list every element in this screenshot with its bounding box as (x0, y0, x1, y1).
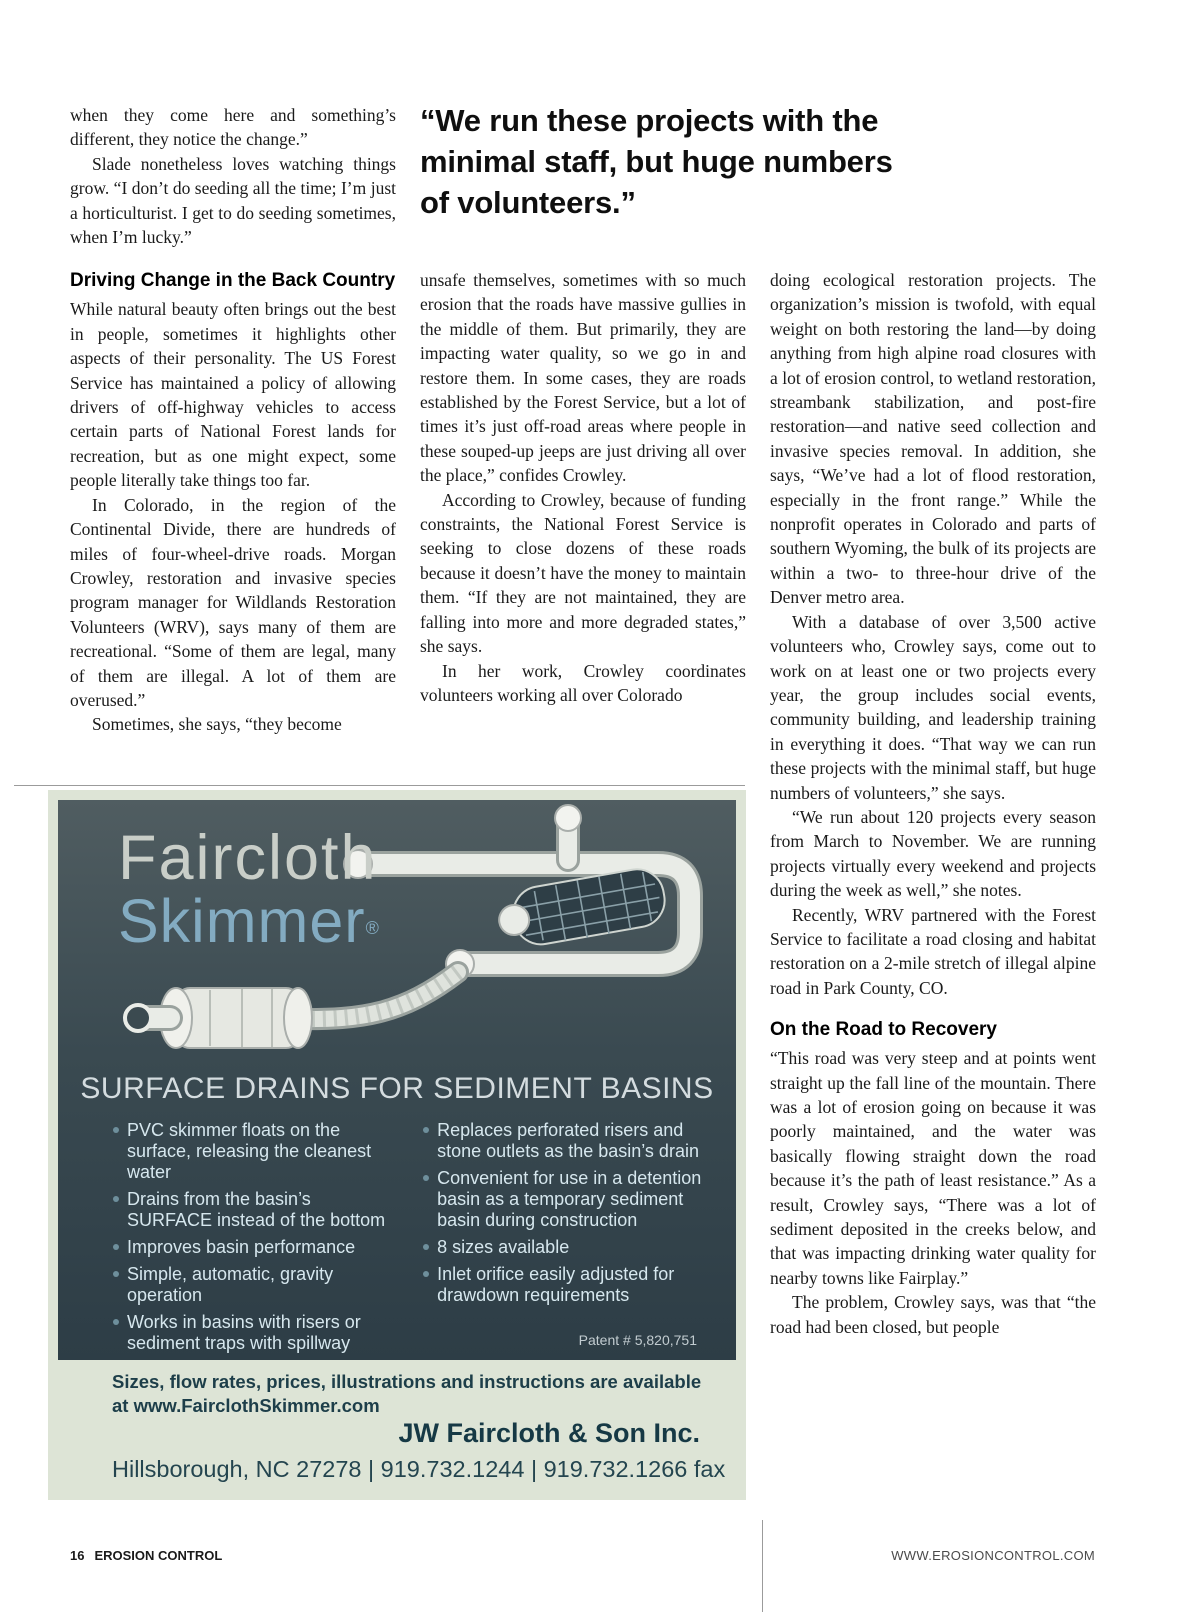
column-2 (420, 268, 746, 707)
ad-bullet: Drains from the basin’s SURFACE instead of the bottom (112, 1189, 390, 1231)
section-heading-driving-change: Driving Change in the Back Country (70, 270, 396, 292)
horizontal-rule (14, 785, 745, 786)
paragraph: Slade nonetheless loves watching things grow. “I don’t do seeding all the time; I’m just a horticulturist. I get to do seeding sometimes, when I’m lucky.” (70, 153, 396, 248)
page-number: 16 (70, 1548, 85, 1563)
section-heading-road-to-recovery: On the Road to Recovery (770, 1019, 997, 1041)
ad-availability-text: Sizes, flow rates, prices, illustrations and instructions are available at www.FairclothSkimmer.com (112, 1371, 702, 1416)
ad-bullet: Improves basin performance (112, 1237, 390, 1258)
registered-mark: ® (365, 918, 380, 938)
paragraph: The problem, Crowley says, was that “the road had been closed, but people (770, 1292, 1096, 1337)
ad-footer-band (58, 1360, 736, 1500)
paragraph: unsafe themselves, sometimes with so much erosion that the roads have massive gullies in the middle of them. But primarily, they are impacting water quality, so we go in and restore them. In some cases, they are roads established by the Forest Service, but a lot of times it’s just off-road areas where people in these souped-up jeeps are just driving all over the place,” confides Crowley. (420, 270, 746, 486)
ad-brand-faircloth: Faircloth (118, 823, 378, 893)
ad-bullet: 8 sizes available (422, 1237, 710, 1258)
paragraph: Sometimes, she says, “they become (92, 714, 342, 735)
paragraph: Recently, WRV partnered with the Forest Service to facilitate a road closing and habitat restoration on a 2-mile stretch of illegal alpine road in Park County, CO. (770, 904, 1096, 998)
ad-bullet: PVC skimmer floats on the surface, releasing the cleanest water (112, 1120, 390, 1183)
paragraph: when they come here and something’s different, they notice the change.” (70, 105, 396, 150)
ad-bullet: Inlet orifice easily adjusted for drawdown requirements (422, 1264, 710, 1306)
paragraph: “This road was very steep and at points went straight up the fall line of the mountain. There was a lot of erosion going on because it was poorly maintained, and the water was basically flowing straight down the road because it’s the path of least resistance.” As a result, Crowley says, “There was a lot of sediment deposited in the creeks below, and that was impacting drinking water quality for nearby towns like Fairplay.” (770, 1048, 1096, 1288)
vertical-rule (762, 1520, 763, 1612)
ad-bullets-right (422, 1120, 710, 1360)
paragraph: “We run about 120 projects every season from March to November. We are running projects virtually every weekend and projects during the week as well,” she notes. (770, 806, 1096, 901)
ad-bullet: Works in basins with risers or sediment traps with spillway (112, 1312, 390, 1354)
ad-bullets-left (112, 1120, 390, 1360)
ad-bullet: Simple, automatic, gravity operation (112, 1264, 390, 1306)
pull-quote: “We run these projects with the minimal staff, but huge numbers of volunteers.” (420, 103, 893, 220)
paragraph: According to Crowley, because of funding constraints, the National Forest Service is seeking to close dozens of these roads because it doesn’t have the money to maintain them. “If they are not maintained, they are falling into more and more degraded states,” she says. (420, 489, 746, 657)
ad-patent-number: Patent # 5,820,751 (578, 1332, 697, 1348)
ad-bullet: Convenient for use in a detention basin as a temporary sediment basin during construction (422, 1168, 710, 1231)
ad-brand (118, 823, 380, 959)
ad-address-phone: Hillsborough, NC 27278 | 919.732.1244 | 919.732.1266 fax (112, 1456, 726, 1482)
paragraph: While natural beauty often brings out the best in people, sometimes it highlights other aspects of their personality. The US Forest Service has maintained a policy of allowing drivers of off-highway vehicles to access certain parts of National Forest lands for recreation, but as one might expect, some people literally take things too far. (70, 299, 396, 491)
ad-brand-skimmer: Skimmer® (118, 887, 380, 955)
paragraph: In Colorado, in the region of the Continental Divide, there are hundreds of miles of four-wheel-drive roads. Morgan Crowley, restoration and invasive species program manager for Wildlands Restoration Volunteers (WRV), says many of them are recreational. “Some of them are legal, many of them are illegal. A lot of them are overused.” (70, 494, 396, 710)
ad-dark-panel (58, 800, 736, 1360)
paragraph: In her work, Crowley coordinates volunteers working all over Colorado (420, 660, 746, 705)
column-1 (70, 103, 396, 737)
ad-company-name: JW Faircloth & Son Inc. (398, 1418, 700, 1448)
ad-bullet: Replaces perforated risers and stone outlets as the basin’s drain (422, 1120, 710, 1162)
page-footer-left (70, 1548, 222, 1563)
page-footer-website: WWW.EROSIONCONTROL.COM (891, 1548, 1095, 1563)
paragraph: With a database of over 3,500 active volunteers who, Crowley says, come out to work on at least one or two projects every year, the group includes social events, community building, and leadership training in everything it does. “That way we can run these projects with the minimal staff, but huge numbers of volunteers,” she says. (770, 611, 1096, 803)
ad-headline: SURFACE DRAINS FOR SEDIMENT BASINS (80, 1072, 714, 1105)
column-3 (770, 268, 1096, 1339)
faircloth-skimmer-ad (48, 790, 746, 1500)
magazine-name: EROSION CONTROL (94, 1548, 223, 1563)
ad-bullet-lists (112, 1120, 710, 1360)
ad-website-line: at www.FairclothSkimmer.com (112, 1395, 380, 1416)
paragraph: doing ecological restoration projects. The organization’s mission is twofold, with equal weight on both restoring the land—by doing anything from high alpine road closures with a lot of erosion control, to wetland restoration, streambank stabilization, and post-fire restoration—and native seed collection and invasive species removal. In addition, she says, “We’ve had a lot of flood restoration, especially in the front range.” While the nonprofit operates in Colorado and parts of southern Wyoming, the bulk of its projects are within a two- to three-hour drive of the Denver metro area. (770, 270, 1096, 608)
